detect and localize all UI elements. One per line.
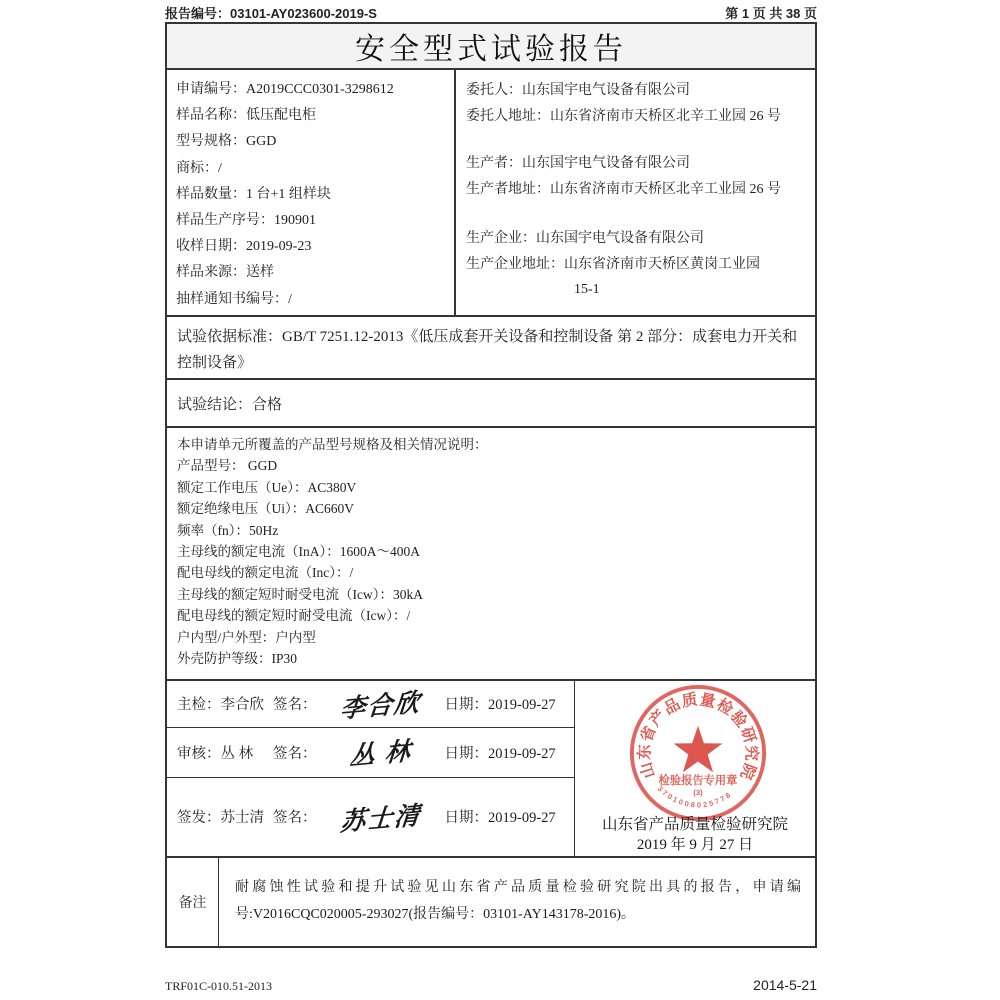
- signature-rows: [167, 681, 574, 856]
- report-sheet: [165, 22, 817, 948]
- seal-arc-text: 山东省产品质量检验研究院: [636, 691, 760, 783]
- issuer-date: 日期：2019-09-27: [444, 810, 556, 827]
- chief-inspector-date: 日期：2019-09-27: [444, 697, 556, 714]
- sample-quantity: 样品数量：1 台+1 组样块: [176, 186, 331, 202]
- remark-section: [167, 858, 815, 946]
- sampling-notice-number: 抽样通知书编号：/: [176, 291, 292, 307]
- seal-serial-number: 3701008025778: [655, 784, 735, 810]
- consignor: 委托人：山东国宇电气设备有限公司: [466, 83, 690, 98]
- report-number: 报告编号：03101-AY023600-2019-S: [165, 6, 377, 21]
- sample-name: 样品名称：低压配电柜: [176, 108, 316, 124]
- seal-sub-number: (3): [693, 788, 703, 797]
- form-number: TRF01C-010.51-2013: [165, 979, 273, 993]
- page-footer: [165, 977, 817, 994]
- main-busbar-rated-current: 主母线的额定电流（InA）：1600A～400A: [177, 544, 420, 560]
- product-model: 产品型号： GGD: [177, 458, 278, 474]
- page-header: [165, 3, 817, 22]
- seal-star-icon: [674, 726, 723, 772]
- producer: 生产者：山东国宇电气设备有限公司: [466, 156, 690, 171]
- chief-inspector-row: [167, 681, 574, 728]
- issuing-organization: 山东省产品质量检验研究院: [601, 816, 788, 833]
- sample-serial: 样品生产序号：190901: [176, 213, 316, 229]
- issuer-signature: 苏士清: [338, 802, 422, 837]
- title-box: [167, 24, 815, 70]
- dist-busbar-withstand-current: 配电母线的额定短时耐受电流（Icw）：/: [177, 608, 411, 624]
- main-busbar-withstand-current: 主母线的额定短时耐受电流（Icw）：30kA: [177, 586, 423, 602]
- signature-section: [167, 681, 815, 858]
- test-conclusion-text: 试验结论：合格: [177, 396, 283, 413]
- test-conclusion: [167, 380, 815, 428]
- dist-busbar-rated-current: 配电母线的额定电流（Inc）：/: [177, 565, 354, 581]
- page-indicator: 第 1 页 共 38 页: [725, 6, 817, 21]
- remark-text: 耐腐蚀性试验和提升试验见山东省产品质量检验研究院出具的报告，申请编号:V2016CQC020005-293027(报告编号：03101-AY143178-2016)。: [235, 880, 801, 922]
- chief-inspector-signature: 李合欣: [338, 689, 422, 724]
- specs-heading: 本申请单元所覆盖的产品型号规格及相关情况说明：: [177, 437, 488, 452]
- rated-insulation-voltage: 额定绝缘电压（Ui）：AC660V: [177, 501, 355, 517]
- sample-info-right: [454, 70, 815, 315]
- trademark: 商标：/: [176, 160, 222, 176]
- consignor-group: [466, 78, 809, 129]
- issue-date: 2019 年 9 月 27 日: [636, 837, 754, 853]
- stamp-cell: [574, 681, 815, 856]
- enclosure-protection-rating: 外壳防护等级：IP30: [177, 651, 298, 667]
- frequency: 频率（fn）：50Hz: [177, 522, 279, 538]
- remark-label: 备注: [167, 858, 219, 946]
- reviewer-date: 日期：2019-09-27: [444, 745, 556, 762]
- model-spec: 型号规格：GGD: [176, 134, 277, 150]
- indoor-outdoor-type: 户内型/户外型：户内型: [177, 629, 316, 645]
- form-date: 2014-5-21: [753, 977, 817, 993]
- rated-working-voltage: 额定工作电压（Ue）：AC380V: [177, 479, 357, 495]
- reviewer-signature: 丛 林: [348, 738, 413, 772]
- official-seal-icon: [628, 683, 768, 823]
- reviewer-name: 审核：丛 林: [177, 745, 254, 762]
- sample-source: 样品来源：送样: [176, 265, 274, 281]
- producer-group: [466, 151, 809, 202]
- chief-inspector-name: 主检：李合欣: [177, 697, 264, 714]
- reviewer-row: [167, 728, 574, 778]
- manufacturer-group: [466, 226, 809, 303]
- issuer-name: 签发：苏士清: [177, 810, 264, 827]
- issuer-row: [167, 778, 574, 856]
- product-specs-section: [167, 428, 815, 681]
- manufacturer: 生产企业：山东国宇电气设备有限公司: [466, 231, 704, 246]
- signature-label: 签名：: [273, 745, 317, 762]
- receive-date: 收样日期：2019-09-23: [176, 239, 312, 255]
- producer-address: 生产者地址：山东省济南市天桥区北辛工业园 26 号: [466, 181, 781, 197]
- sample-info-section: [167, 70, 815, 317]
- report-title: 安全型式试验报告: [355, 33, 627, 66]
- manufacturer-address-line2: 15-1: [574, 282, 600, 297]
- test-standard: 试验依据标准：GB/T 7251.12-2013《低压成套开关设备和控制设备 第 2 部分：成套电力开关和控制设备》: [167, 317, 815, 380]
- consignor-address: 委托人地址：山东省济南市天桥区北辛工业园 26 号: [466, 108, 781, 124]
- seal-center-text: 检验报告专用章: [658, 775, 738, 788]
- application-number: 申请编号：A2019CCC0301-3298612: [176, 82, 394, 97]
- sample-info-left: [167, 70, 454, 315]
- signature-label: 签名：: [273, 810, 317, 827]
- signature-label: 签名：: [273, 697, 317, 714]
- manufacturer-address: 生产企业地址：山东省济南市天桥区黄岗工业园: [466, 256, 760, 272]
